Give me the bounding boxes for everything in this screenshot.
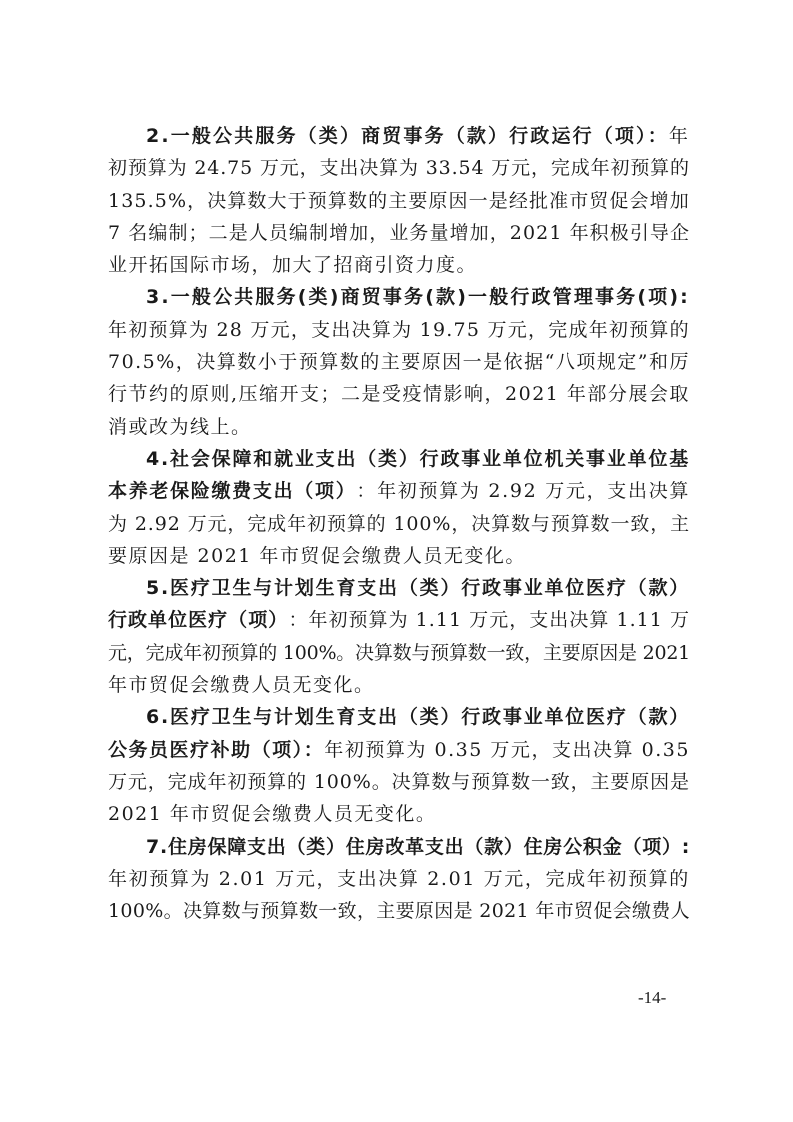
bold-heading-text: 4.社会保障和就业支出（类）行政事业单位机关事业单位基	[146, 447, 690, 470]
paragraph	[108, 831, 690, 928]
text-line	[108, 185, 690, 217]
body-text: 行节约的原则,压缩开支；二是受疫情影响，2021 年部分展会取	[108, 383, 690, 406]
text-line	[108, 637, 690, 669]
text-line	[108, 378, 690, 410]
body-text: ：年初预算为 2.92 万元，支出决算	[356, 480, 690, 503]
paragraph	[108, 120, 690, 281]
text-line	[108, 411, 690, 443]
document-body	[108, 120, 690, 927]
text-line	[108, 152, 690, 184]
bold-heading-text: 3.一般公共服务(类)商贸事务(款)一般行政管理事务(项):	[146, 286, 690, 309]
body-text: 要原因是 2021 年市贸促会缴费人员无变化。	[108, 544, 526, 567]
text-line	[108, 831, 690, 863]
body-text: 元，完成年初预算的 100%。决算数与预算数一致，主要原因是 2021	[108, 641, 690, 664]
body-text: 初预算为 24.75 万元，支出决算为 33.54 万元，完成年初预算的	[108, 157, 690, 180]
body-text: 年初预算为 2.01 万元，支出决算 2.01 万元，完成年初预算的	[108, 867, 690, 890]
body-text: 7 名编制；二是人员编制增加，业务量增加，2021 年积极引导企	[108, 221, 690, 244]
text-line	[108, 734, 690, 766]
bold-heading-text: 5.医疗卫生与计划生育支出（类）行政事业单位医疗（款）	[146, 577, 690, 600]
text-line	[108, 766, 690, 798]
paragraph	[108, 701, 690, 830]
text-line	[108, 508, 690, 540]
paragraph	[108, 281, 690, 442]
text-line	[108, 572, 690, 604]
text-line	[108, 443, 690, 475]
body-text: 消或改为线上。	[108, 415, 252, 438]
text-line	[108, 314, 690, 346]
text-line	[108, 475, 690, 507]
body-text: 70.5%，决算数小于预算数的主要原因一是依据“八项规定”和厉	[108, 351, 690, 374]
body-text: 业开拓国际市场，加大了招商引资力度。	[108, 254, 478, 277]
body-text: 年初预算为 28 万元，支出决算为 19.75 万元，完成年初预算的	[108, 318, 690, 341]
body-text: 年初预算为 0.35 万元，支出决算 0.35	[324, 738, 690, 761]
text-line	[108, 281, 690, 313]
bold-heading-text: 6.医疗卫生与计划生育支出（类）行政事业单位医疗（款）	[146, 706, 690, 729]
bold-heading-text: 2.一般公共服务（类）商贸事务（款）行政运行（项）：	[146, 125, 669, 147]
body-text: 100%。决算数与预算数一致，主要原因是 2021 年市贸促会缴费人	[108, 900, 690, 923]
bold-heading-text: 行政单位医疗（项）	[108, 609, 289, 632]
body-text: 135.5%，决算数大于预算数的主要原因一是经批准市贸促会增加	[108, 189, 690, 212]
text-line	[108, 346, 690, 378]
page-number: -14-	[638, 988, 667, 1007]
text-line	[108, 798, 690, 830]
body-text: ：年初预算为 1.11 万元，支出决算 1.11 万	[288, 609, 690, 632]
text-line	[108, 540, 690, 572]
bold-heading-text: 本养老保险缴费支出（项）	[108, 480, 357, 503]
body-text: 年市贸促会缴费人员无变化。	[108, 674, 375, 697]
paragraph	[108, 443, 690, 572]
body-text: 为 2.92 万元，完成年初预算的 100%，决算数与预算数一致，主	[108, 512, 690, 535]
text-line	[108, 895, 690, 927]
text-line	[108, 669, 690, 701]
text-line	[108, 701, 690, 733]
body-text: 万元，完成年初预算的 100%。决算数与预算数一致，主要原因是	[108, 770, 690, 793]
bold-heading-text: 公务员医疗补助（项）：	[108, 738, 325, 761]
text-line	[108, 863, 690, 895]
bold-heading-text: 7.住房保障支出（类）住房改革支出（款）住房公积金（项）:	[146, 835, 690, 858]
body-text: 2021 年市贸促会缴费人员无变化。	[108, 803, 437, 826]
text-line	[108, 604, 690, 636]
body-text: 年	[668, 125, 690, 147]
text-line	[108, 120, 690, 152]
paragraph	[108, 572, 690, 701]
text-line	[108, 249, 690, 281]
text-line	[108, 217, 690, 249]
